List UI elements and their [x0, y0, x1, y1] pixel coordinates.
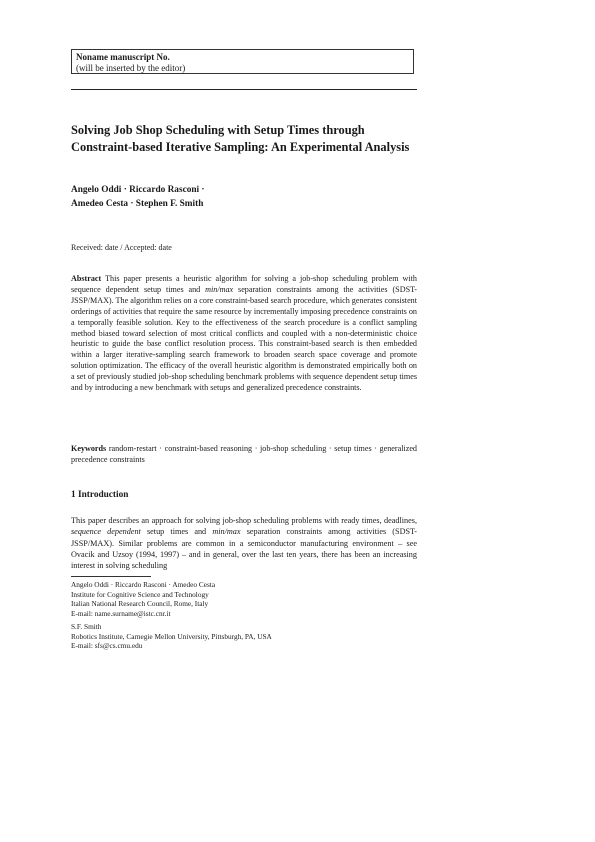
affiliation-email: E-mail: sfs@cs.cmu.edu: [71, 641, 143, 651]
affiliation-email: E-mail: name.surname@istc.cnr.it: [71, 608, 171, 618]
header-rule: [71, 89, 417, 90]
intro-emphasis-2: min/max: [212, 527, 241, 537]
abstract: [71, 274, 417, 394]
intro-text-2: setup times and: [146, 527, 207, 537]
affiliation-line: Italian National Research Council, Rome, Italy: [71, 599, 209, 609]
abstract-text-1: This paper presents a heuristic algorithm for solving a job-shop scheduling problem with sequence dependent setup times and: [71, 274, 417, 294]
footnote-rule: [71, 576, 151, 577]
affiliation-block-2: [71, 622, 417, 651]
affiliation-line: Institute for Cognitive Science and Technology: [71, 589, 209, 599]
affiliation-line: S.F. Smith: [71, 622, 102, 631]
keywords-label: Keywords: [71, 444, 107, 453]
author-line-2: Amedeo Cesta · Stephen F. Smith: [71, 199, 204, 209]
affiliation-line: Angelo Oddi · Riccardo Rasconi · Amedeo Cesta: [71, 580, 216, 589]
intro-text-1: This paper describes an approach for solving job-shop scheduling problems with ready times, deadlines,: [71, 516, 417, 525]
manuscript-header-box: [71, 49, 414, 74]
affiliation-line: Robotics Institute, Carnegie Mellon University, Pittsburgh, PA, USA: [71, 631, 272, 641]
abstract-emphasis: min/max: [205, 284, 234, 294]
intro-text-3: separation constraints among activities (SDST-JSSP/MAX). Similar problems are common in a semiconductor manufacturing environment – see Ovacik and Uzsoy (1994, 1997) – and in general, over the last ten years, there has been an increasing interest in solving scheduling: [71, 527, 418, 571]
manuscript-number: Noname manuscript No.: [76, 52, 170, 62]
abstract-text-2: separation constraints among the activities (SDST-JSSP/MAX). The algorithm relies on a core constraint-based search procedure, which generates consistent orderings of activities that require the same resource by incrementally imposing precedence constraints on a temporally feasible solution. Key to the effectiveness of the search procedure is a conflict sampling method biased toward selection of most critical conflicts and coupled with a non-deterministic choice heuristic to guide the base conflict resolution process. This constraint-based search is then embedded within a larger iterative-sampling search framework to broaden search space coverage and promote solution optimization. The efficacy of the overall heuristic algorithm is demonstrated empirically both on a set of previously studied job-shop scheduling benchmark problems with sequence dependent setup times and by introducing a new benchmark with setups and generalized precedence constraints.: [71, 284, 418, 393]
author-list: [71, 183, 417, 211]
keywords: [71, 444, 417, 466]
paper-title: Solving Job Shop Scheduling with Setup Times through Constraint-based Iterative Sampling: An Experimental Analysis: [71, 123, 410, 154]
introduction-paragraph: [71, 515, 417, 571]
author-line-1: Angelo Oddi · Riccardo Rasconi ·: [71, 185, 205, 195]
abstract-label: Abstract: [71, 274, 102, 283]
section-heading-introduction: 1 Introduction: [71, 490, 129, 500]
intro-emphasis-1: sequence dependent: [71, 527, 141, 537]
keywords-text: random-restart · constraint-based reasoning · job-shop scheduling · setup times · generalized precedence constraints: [71, 444, 417, 464]
editor-note: (will be inserted by the editor): [76, 63, 186, 73]
received-accepted-date: Received: date / Accepted: date: [71, 243, 172, 252]
affiliation-block-1: [71, 580, 417, 618]
